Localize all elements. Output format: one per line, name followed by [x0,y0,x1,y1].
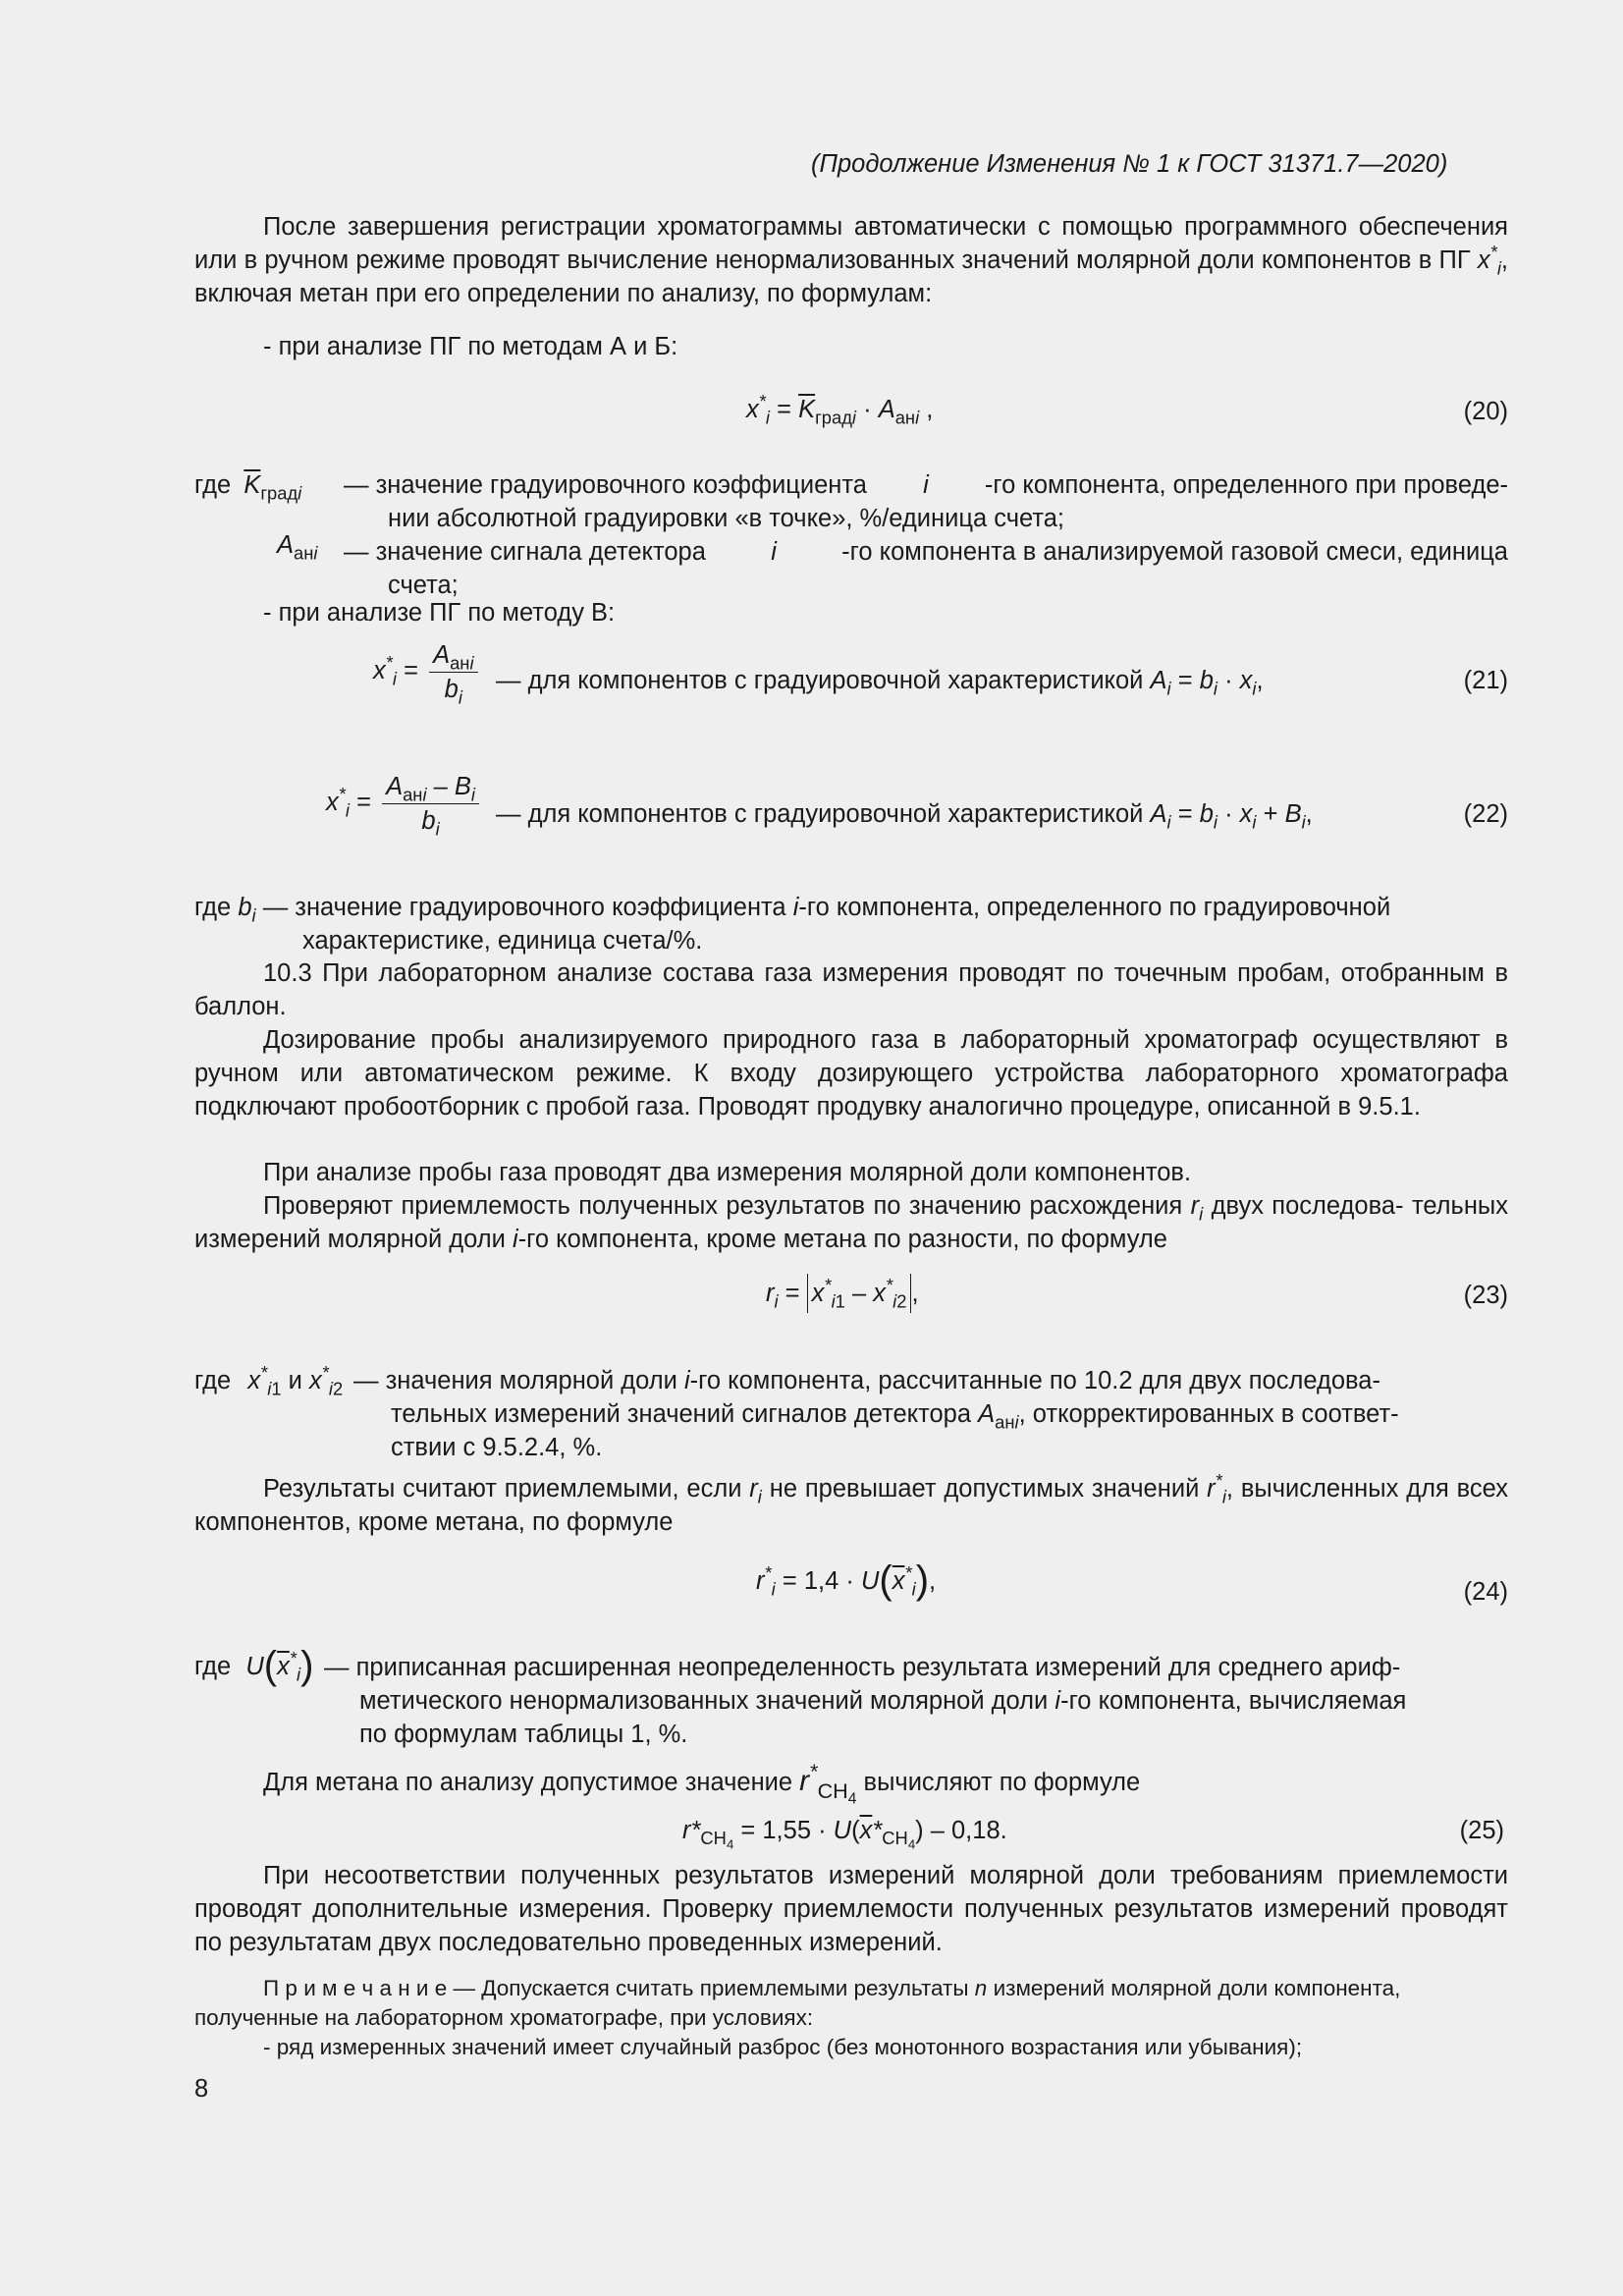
p9-a: Для метана по анализу допустимое значение [263,1769,793,1796]
p8-b: не превышает допустимых значений [769,1475,1200,1503]
equation-22-desc: — для компонентов с градуировочной характеристикой $A_i = b_i \cdot x_i + B_i$, [496,800,1313,833]
where-u-desc: — приписанная расширенная неопределенность результата измерений для среднего ариф- метического ненормализованных значений молярной доли i-го компонента, вычисляемая по формулам таблицы 1, %. [324,1651,1508,1751]
where-k-desc-b: -го компонента, определенного при проведе- [984,471,1508,499]
where-u-desc-a: — приписанная расширенная неопределенность результата измерений для среднего ариф- [324,1654,1401,1681]
eq21-text: — для компонентов с градуировочной характеристикой [496,667,1144,694]
paragraph-nonconformance: При несоответствии полученных результатов измерений молярной доли требованиям приемлемости проводят дополнительные измерения. Проверку приемлемости полученных результатов измерений проводят по результатам двух последовательно проведенных измерений. [194,1862,1508,1956]
page-number: 8 [194,2075,209,2103]
where-u-desc-b: метического ненормализованных значений молярной доли [359,1687,1049,1715]
where-b-desc-c: характеристике, единица счета/%. [302,927,703,955]
where-u-desc-d: по формулам таблицы 1, %. [359,1721,688,1748]
where-a-desc: — значение сигнала детектора i -го компонента в анализируемой газовой смеси, единица счета; [344,535,1508,602]
equation-23: $r_i = x^*_{i1} - x^*_{i2}$ , [766,1274,919,1312]
page-header: (Продолжение Изменения № 1 к ГОСТ 31371.7—2020) [811,150,1448,178]
paragraph-10-3: 10.3 При лабораторном анализе состава газа измерения проводят по точечным пробам, отобранным в баллон. [194,959,1508,1020]
where-x-and: и [288,1367,302,1394]
where-x-desc-a: — значения молярной доли [353,1367,677,1394]
paragraph-methane: Для метана по анализу допустимое значение $r^*_{CH_4}$ вычисляют по формуле [263,1759,1141,1807]
p9-b: вычисляют по формуле [863,1769,1141,1796]
where-x-label-text: где [194,1367,232,1394]
where-a-symbol: $A_{анi}$ [277,531,318,564]
paragraph-two-measurements: При анализе пробы газа проводят два измерения молярной доли компонентов. [263,1159,1192,1186]
paragraph-results: Результаты считают приемлемыми, если $r_i$ не превышает допустимых значений $r^*_i$, вычисленных для всех компонентов, кроме метана, по формуле [194,1469,1508,1536]
eq22-text: — для компонентов с градуировочной характеристикой [496,800,1144,828]
paragraph-dosing: Дозирование пробы анализируемого природного газа в лабораторный хроматограф осуществляют в ручном или автоматическом режиме. К входу дозирующего устройства лабораторного хроматографа подключают пробоотборник с пробой газа. Проводят продувку аналогично процедуре, описанной в 9.5.1. [194,1026,1508,1121]
var-xi-star: $x^*_i$ [1477,241,1501,279]
equation-23-number: (23) [1463,1282,1508,1309]
equation-24: $r^*_i = 1,4 \cdot U(\overline{x}^*_i)$, [756,1558,937,1602]
where-x-desc-e: ствии с 9.5.2.4, %. [391,1434,603,1461]
where-a-desc-a: — значение сигнала детектора [344,538,706,566]
equation-24-number: (24) [1463,1578,1508,1606]
where-x-label: где $x^*_{i1}$ и $x^*_{i2}$ [194,1361,344,1399]
where-k-desc-a: — значение градуировочного коэффициента [344,471,867,499]
where-a-desc-b: -го компонента в анализируемой газовой смеси, единица [841,538,1508,566]
where-a-desc-c: счета; [388,572,459,599]
equation-21-number: (21) [1463,667,1508,694]
equation-25: $r*_{CH_4} = 1,55 \cdot U(\overline{x}*_{CH_4}) - 0,18$. [682,1817,1007,1853]
p7-a: Проверяют приемлемость полученных результатов по значению расхождения [263,1192,1183,1220]
equation-20: $x^*_i = \overline{K}_{градi} \cdot A_{анi}$ , [746,390,934,428]
eq24-coef: 1,4 [803,1567,839,1595]
method-ab-line: - при анализе ПГ по методам А и Б: [263,333,678,360]
p8-c: , вычисленных [1225,1475,1399,1503]
where-k-desc-c: нии абсолютной градуировки «в точке», %/единица счета; [388,505,1064,532]
paragraph-1-end: , включая метан при его определении по анализу, по формулам: [194,246,1508,307]
paragraph-acceptability: Проверяют приемлемость полученных результатов по значению расхождения $r_i$ двух последова- тельных измерений молярной доли i-го компонента, кроме метана по разности, по формуле [194,1192,1508,1253]
where-u-label-text: где [194,1653,232,1680]
p7-c: тельных измерений молярной доли [194,1192,1508,1253]
p7-d: -го компонента, кроме метана по разности, по формуле [517,1226,1167,1253]
equation-21-desc: — для компонентов с градуировочной характеристикой $A_i = b_i \cdot x_i$, [496,667,1264,699]
paragraph-1 [194,210,1508,310]
where-x-desc-c: тельных измерений значений сигналов детектора [391,1400,972,1428]
equation-22-number: (22) [1463,800,1508,828]
where-b-label: где [194,894,232,921]
eq25-b: ) – 0,18. [915,1817,1007,1844]
equation-21: $x^*_i$ = $\frac{A_{анi}}{b_i}$ [373,640,482,704]
where-x-desc: — значения молярной доли i-го компонента, рассчитанные по 10.2 для двух последова- тельных измерений значений сигналов детектора $A_{анi}$, откорректированных в соответ- ствии с 9.5.2.4, %. [353,1364,1508,1464]
where-b-desc-b: -го компонента, определенного по градуировочной [798,894,1391,921]
method-v-line: - при анализе ПГ по методу В: [263,599,616,627]
note-line-2: полученные на лабораторном хроматографе, при условиях: [194,2005,814,2030]
where-x-desc-d: , откорректированных в соответ- [1018,1400,1399,1428]
equation-25-number: (25) [1459,1817,1504,1844]
where-u-desc-c: -го компонента, вычисляемая [1060,1687,1407,1715]
equation-22: $x^*_i$ = $\frac{A_{анi} - B_i}{b_i}$ [326,772,483,836]
p8-a: Результаты считают приемлемыми, если [263,1475,742,1503]
p7-b: двух последова- [1211,1192,1404,1220]
note-line-1: П р и м е ч а н и е — Допускается считать приемлемыми результаты n измерений молярной доли компонента, [263,1976,1401,2000]
p8-d: для всех компонентов, кроме метана, по формуле [194,1475,1508,1536]
equation-20-number: (20) [1463,398,1508,425]
where-b: где $b_i$ — значение градуировочного коэффициента i-го компонента, определенного по градуировочной характеристике, единица счета/%. [194,891,1508,957]
where-label: где [194,471,232,499]
where-u-label: где $U(\overline{x}^*_i)$ [194,1644,314,1687]
eq25-a: = 1,55 · [740,1817,827,1844]
where-b-desc-a: — значение градуировочного коэффициента [262,894,786,921]
where-x-desc-b: -го компонента, рассчитанные по 10.2 для двух последова- [689,1367,1380,1394]
note-a: — Допускается считать приемлемыми результаты [453,1976,969,2000]
note-line-3: - ряд измеренных значений имеет случайный разброс (без монотонного возрастания или убывания); [263,2035,1303,2059]
where-k-label: где $\overline{K}_{градi}$ [194,471,302,504]
paragraph-1-text: После завершения регистрации хроматограммы автоматически с помощью программного обеспечения или в ручном режиме проводят вычисление ненормализованных значений молярной доли компонентов в ПГ [194,213,1508,274]
where-k-desc: — значение градуировочного коэффициента i -го компонента, определенного при проведе- нии абсолютной градуировки «в точке», %/единица счета; [344,468,1508,535]
note-label: П р и м е ч а н и е [263,1976,448,2000]
note-b: измерений молярной доли компонента, [993,1976,1401,2000]
